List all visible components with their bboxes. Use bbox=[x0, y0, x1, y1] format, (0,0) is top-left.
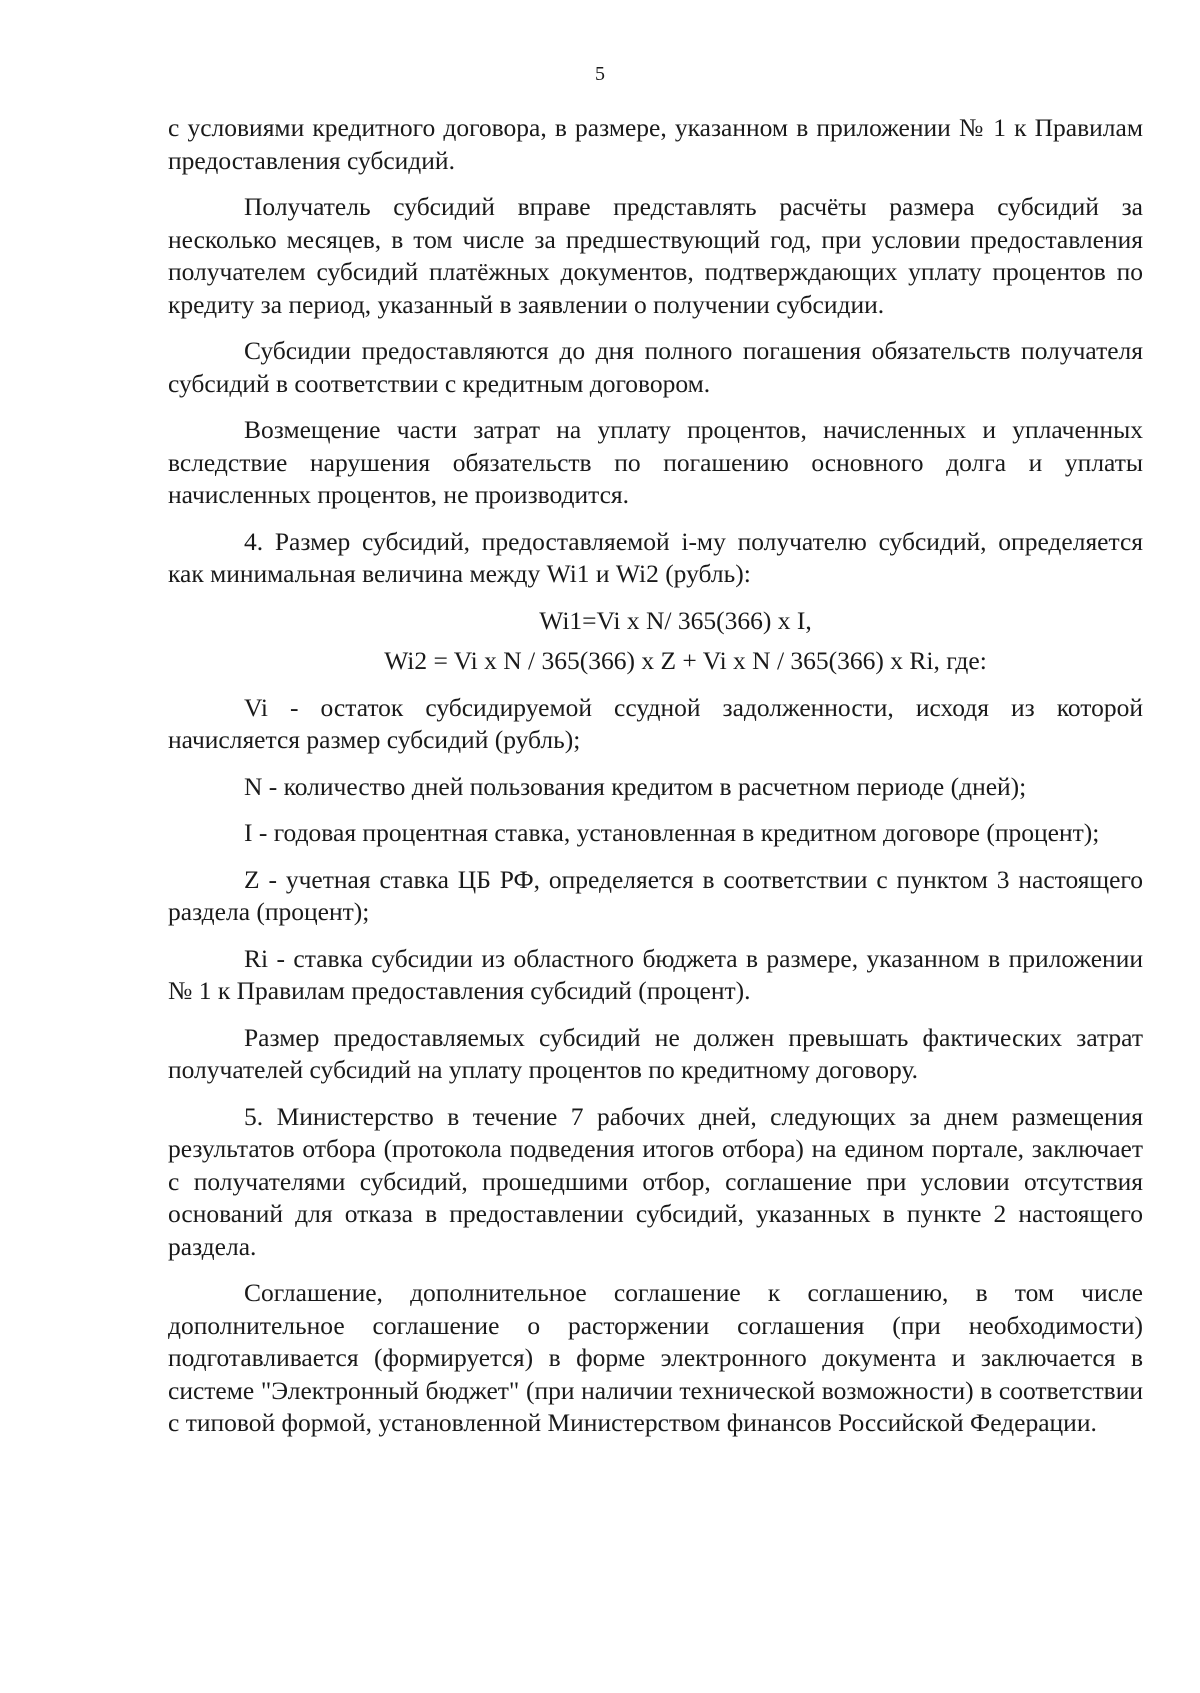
formula-wi2: Wi2 = Vi x N / 365(366) x Z + Vi x N / 365(366) x Ri, где: bbox=[384, 646, 987, 675]
definition-i: I - годовая процентная ставка, установленная в кредитном договоре (процент); bbox=[244, 818, 1100, 847]
formula-wi1: Wi1=Vi x N/ 365(366) x I, bbox=[539, 605, 812, 635]
paragraph: Получатель субсидий вправе представлять расчёты размера субсидий за несколько месяцев, в том числе за предшествующий год, при условии предоставления получателем субсидий платёжных документов, подтверждающих уплату процентов по кредиту за период, указанный в заявлении о получении субсидии. bbox=[168, 192, 1143, 319]
definition-z: Z - учетная ставка ЦБ РФ, определяется в соответствии с пунктом 3 настоящего раздела (процент); bbox=[168, 864, 1143, 926]
paragraph-item-5: 5. Министерство в течение 7 рабочих дней, следующих за днем размещения результатов отбора (протокола подведения итогов отбора) на едином портале, заключает с получателями субсидий, прошедшими отбор, соглашение при условии отсутствия оснований для отказа в предоставлении субсидий, указанных в пункте 2 настоящего раздела. bbox=[168, 1101, 1143, 1261]
paragraph: Возмещение части затрат на уплату процентов, начисленных и уплаченных вследствие нарушения обязательств по погашению основного долга и уплаты начисленных процентов, не производится. bbox=[168, 415, 1143, 509]
document-body bbox=[168, 112, 1143, 1454]
paragraph: Размер предоставляемых субсидий не должен превышать фактических затрат получателей субсидий на уплату процентов по кредитному договору. bbox=[168, 1022, 1143, 1084]
paragraph: Субсидии предоставляются до дня полного погашения обязательств получателя субсидий в соответствии с кредитным договором. bbox=[168, 336, 1143, 398]
paragraph: Соглашение, дополнительное соглашение к соглашению, в том числе дополнительное соглашение о расторжении соглашения (при необходимости) подготавливается (формируется) в форме электронного документа и заключается в системе "Электронный бюджет" (при наличии технической возможности) в соответствии с типовой формой, установленной Министерством финансов Российской Федерации. bbox=[168, 1278, 1143, 1437]
paragraph-continuation: с условиями кредитного договора, в размере, указанном в приложении № 1 к Правилам предоставления субсидий. bbox=[168, 113, 1143, 175]
definition-n: N - количество дней пользования кредитом в расчетном периоде (дней); bbox=[244, 771, 1027, 801]
paragraph-item-4: 4. Размер субсидий, предоставляемой i-му получателю субсидий, определяется как минимальная величина между Wi1 и Wi2 (рубль): bbox=[168, 526, 1143, 588]
definition-vi: Vi - остаток субсидируемой ссудной задолженности, исходя из которой начисляется размер субсидий (рубль); bbox=[168, 692, 1143, 754]
definition-ri: Ri - ставка субсидии из областного бюджета в размере, указанном в приложении № 1 к Правилам предоставления субсидий (процент). bbox=[168, 943, 1143, 1005]
page-number: 5 bbox=[595, 63, 605, 85]
